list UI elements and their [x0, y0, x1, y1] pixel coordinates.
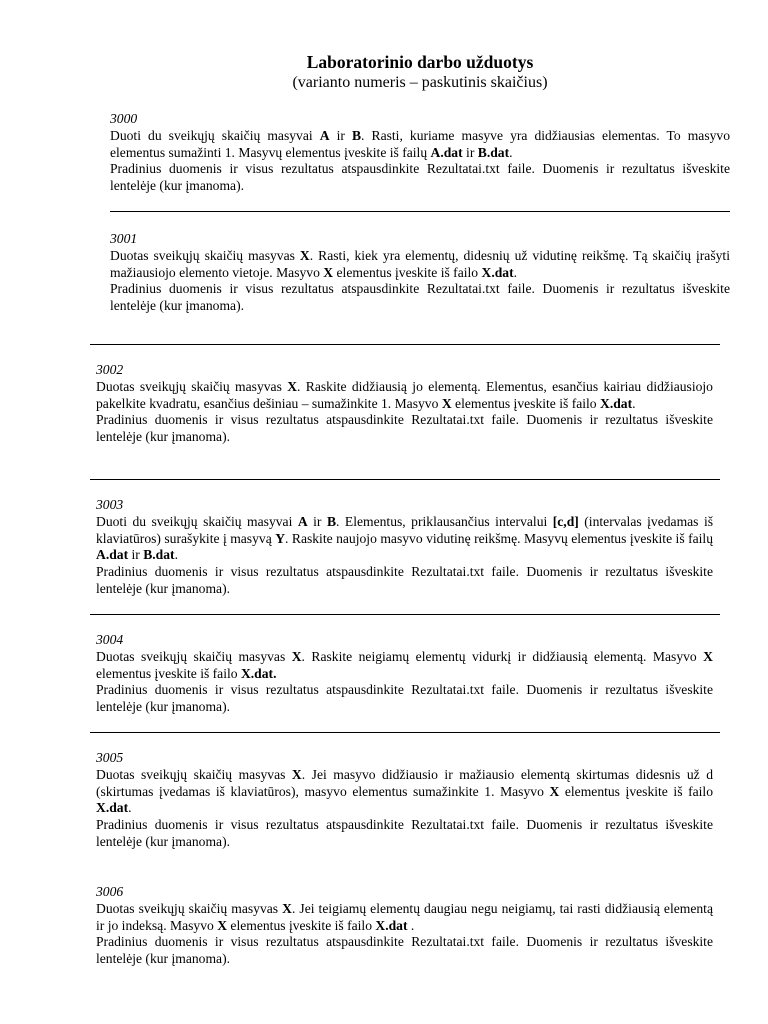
task-note: Pradinius duomenis ir visus rezultatus atspausdinkite Rezultatai.txt faile. Duomenis ir rezultatus išveskite lentelėje (kur įmanoma). [110, 161, 730, 194]
task-number: 3002 [96, 362, 124, 377]
bold-term: X [217, 917, 228, 933]
bold-term: [c,d] [552, 513, 579, 529]
task-text: Duotas sveikųjų skaičių masyvas X. Jei masyvo didžiausio ir mažiausio elementą skirtumas didesnis už d (skirtumas įvedamas iš klaviatūros), masyvo elementus sumažinkite 1. Masyvo X elementus įveskite iš failo X.dat. [96, 766, 713, 816]
task-note: Pradinius duomenis ir visus rezultatus atspausdinkite Rezultatai.txt faile. Duomenis ir rezultatus išveskite lentelėje (kur įmanoma). [96, 817, 713, 849]
bold-term: X [282, 900, 292, 916]
bold-term: B.dat [143, 547, 175, 563]
bold-term: X.dat [481, 264, 514, 280]
page-title: Laboratorinio darbo užduotys [306, 52, 534, 72]
task-text: Duoti du sveikųjų skaičių masyvai A ir B. Rasti, kuriame masyve yra didžiausias elementas. To masyvo elementus sumažinti 1. Masyvų elementus įveskite iš failų A.dat ir B.dat. [110, 127, 730, 160]
task-text: Duotas sveikųjų skaičių masyvas X. Raskite didžiausią jo elementą. Elementus, esančius kairiau didžiausiojo pakelkite kvadratu, esančius dešiniau – sumažinkite 1. Masyvo X elementus įveskite iš failo X.dat. [96, 378, 713, 411]
task-note: Pradinius duomenis ir visus rezultatus atspausdinkite Rezultatai.txt faile. Duomenis ir rezultatus išveskite lentelėje (kur įmanoma). [110, 281, 730, 314]
task-number: 3001 [110, 231, 138, 246]
bold-term: X.dat [96, 800, 129, 816]
task-text: Duotas sveikųjų skaičių masyvas X. Jei teigiamų elementų daugiau negu neigiamų, tai rasti didžiausią elementą ir jo indeksą. Masyvo X elementus įveskite iš failo X.dat . [96, 900, 713, 933]
bold-term: X [291, 766, 302, 782]
bold-term: B [351, 127, 362, 143]
task-block [96, 884, 713, 968]
task-note: Pradinius duomenis ir visus rezultatus atspausdinkite Rezultatai.txt faile. Duomenis ir rezultatus išveskite lentelėje (kur įmanoma). [96, 564, 713, 596]
bold-term: A [297, 513, 308, 529]
bold-term: X.dat [600, 395, 633, 411]
task-block [96, 497, 713, 598]
task-note: Pradinius duomenis ir visus rezultatus atspausdinkite Rezultatai.txt faile. Duomenis ir rezultatus išveskite lentelėje (kur įmanoma). [96, 682, 713, 715]
bold-term: X [703, 648, 713, 664]
bold-term: X [287, 378, 298, 394]
task-number: 3005 [96, 750, 124, 765]
task-number: 3004 [96, 632, 124, 647]
bold-term: X.dat. [240, 665, 277, 681]
bold-term: X [441, 395, 452, 411]
separator-line [90, 479, 720, 480]
bold-term: A.dat [430, 144, 463, 160]
bold-term: X [323, 264, 334, 280]
task-block [110, 231, 730, 315]
task-number: 3006 [96, 884, 124, 899]
task-text: Duotas sveikųjų skaičių masyvas X. Rasti, kiek yra elementų, didesnių už vidutinę reikšmę. Tą skaičių įrašyti mažiausiojo elemento vietoje. Masyvo X elementus įveskite iš failo X.dat. [110, 247, 730, 280]
bold-term: X [291, 648, 302, 664]
bold-term: X [549, 783, 560, 799]
bold-term: X [299, 247, 310, 263]
task-number: 3000 [110, 111, 138, 126]
bold-term: Y [275, 530, 286, 546]
task-block [96, 362, 713, 446]
task-note: Pradinius duomenis ir visus rezultatus atspausdinkite Rezultatai.txt faile. Duomenis ir rezultatus išveskite lentelėje (kur įmanoma). [96, 412, 713, 445]
bold-term: B.dat [477, 144, 510, 160]
task-text: Duoti du sveikųjų skaičių masyvai A ir B. Elementus, priklausančius intervalui [c,d] (intervalas įvedamas iš klaviatūros) surašykite į masyvą Y. Raskite naujojo masyvo vidutinę reikšmę. Masyvų elementus įveskite iš failų A.dat ir B.dat. [96, 513, 714, 563]
bold-term: B [326, 513, 337, 529]
separator-line [90, 732, 720, 733]
page-subtitle: (varianto numeris – paskutinis skaičius) [292, 74, 548, 91]
task-block [110, 111, 730, 195]
separator-line [90, 614, 720, 615]
task-number: 3003 [96, 497, 124, 512]
separator-line [110, 211, 730, 212]
bold-term: A.dat [96, 547, 129, 563]
task-block [96, 750, 713, 851]
bold-term: A [319, 127, 330, 143]
bold-term: X.dat [375, 917, 408, 933]
task-text: Duotas sveikųjų skaičių masyvas X. Raskite neigiamų elementų vidurkį ir didžiausią elementą. Masyvo X elementus įveskite iš failo X.dat. [96, 648, 713, 681]
task-note: Pradinius duomenis ir visus rezultatus atspausdinkite Rezultatai.txt faile. Duomenis ir rezultatus išveskite lentelėje (kur įmanoma). [96, 934, 713, 967]
task-block [96, 632, 713, 716]
separator-line [90, 344, 720, 345]
